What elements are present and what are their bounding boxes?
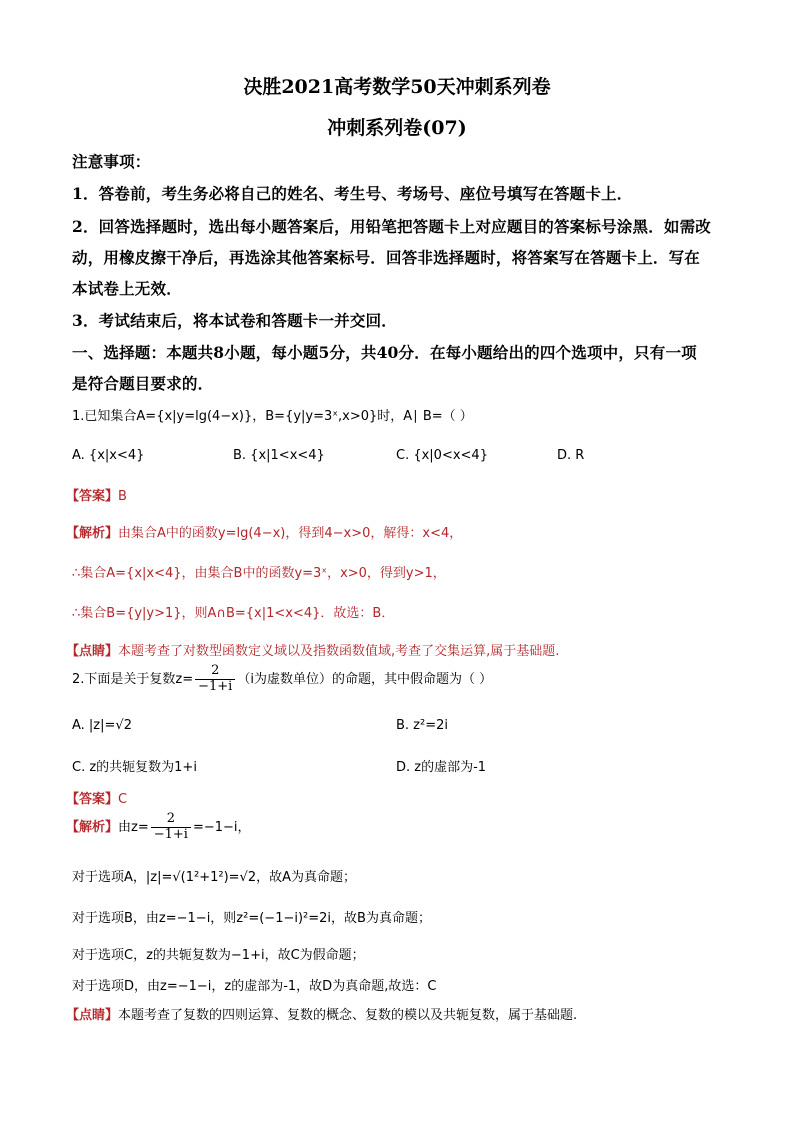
fraction-denominator: −1+i bbox=[153, 826, 188, 842]
question-1-analysis-line: ∴集合A={x|x<4}，由集合B中的函数y=3ˣ，x>0，得到y>1， bbox=[72, 566, 446, 581]
note-item: 1．答卷前，考生务必将自己的姓名、考生号、考场号、座位号填写在答题卡上． bbox=[72, 184, 633, 203]
question-2-option-b: B. z²=2i bbox=[396, 718, 448, 733]
question-1-option-c: C. {x|0<x<4} bbox=[396, 448, 488, 463]
note-item: 3．考试结束后，将本试卷和答题卡一并交回． bbox=[72, 311, 397, 330]
analysis-text: 由z= bbox=[118, 819, 149, 835]
section-heading: 一、选择题：本题共8小题，每小题5分，共40分．在每小题给出的四个选项中，只有一项 bbox=[72, 343, 697, 362]
question-2-stem bbox=[72, 664, 492, 695]
stem-fraction bbox=[195, 664, 235, 695]
question-2-option-a: A. |z|=√2 bbox=[72, 718, 132, 733]
question-1-answer bbox=[66, 485, 127, 504]
question-2-analysis-line: 对于选项A，|z|=√(1²+1²)=√2，故A为真命题； bbox=[72, 870, 356, 885]
question-2-analysis-line: 对于选项C，z的共轭复数为−1+i，故C为假命题； bbox=[72, 948, 365, 963]
question-1-stem: 1.已知集合A={x|y=lg(4−x)}，B={y|y=3ˣ,x>0}时，A∣ B=（ ） bbox=[72, 409, 473, 424]
question-2-comment bbox=[66, 1004, 577, 1023]
question-2-analysis bbox=[66, 812, 251, 843]
question-2-answer bbox=[66, 788, 127, 807]
fraction-denominator: −1+i bbox=[198, 678, 233, 694]
paper-subtitle: 冲刺系列卷(07) bbox=[327, 117, 467, 139]
notes-heading: 注意事项： bbox=[72, 152, 151, 171]
stem-text: （i为虚数单位）的命题，其中假命题为（ ） bbox=[237, 671, 493, 687]
note-item: 本试卷上无效． bbox=[72, 279, 182, 298]
analysis-tag: 【解析】 bbox=[66, 819, 119, 835]
answer-tag: 【答案】 bbox=[66, 489, 119, 504]
note-item: 动，用橡皮擦干净后，再选涂其他答案标号．回答非选择题时，将答案写在答题卡上．写在 bbox=[72, 248, 701, 267]
section-heading-cont: 是符合题目要求的． bbox=[72, 374, 214, 393]
analysis-fraction bbox=[151, 812, 191, 843]
question-2-option-d: D. z的虚部为-1 bbox=[396, 760, 487, 775]
question-1-analysis bbox=[66, 522, 462, 541]
answer-value: C bbox=[118, 792, 128, 807]
question-2-option-c: C. z的共轭复数为1+i bbox=[72, 760, 197, 775]
fraction-numerator: 2 bbox=[195, 664, 235, 680]
answer-value: B bbox=[118, 489, 127, 504]
question-1-option-a: A. {x|x<4} bbox=[72, 448, 145, 463]
question-2-analysis-line: 对于选项D，由z=−1−i，z的虚部为-1，故D为真命题,故选：C bbox=[72, 979, 437, 994]
fraction-numerator: 2 bbox=[151, 812, 191, 828]
answer-tag: 【答案】 bbox=[66, 792, 119, 807]
analysis-tag: 【解析】 bbox=[66, 526, 119, 541]
comment-text: 本题考查了对数型函数定义域以及指数函数值域,考查了交集运算,属于基础题. bbox=[118, 644, 560, 659]
question-2-analysis-line: 对于选项B，由z=−1−i，则z²=(−1−i)²=2i，故B为真命题； bbox=[72, 911, 431, 926]
stem-text: 2.下面是关于复数z= bbox=[72, 671, 194, 687]
comment-text: 本题考查了复数的四则运算、复数的概念、复数的模以及共轭复数，属于基础题. bbox=[118, 1008, 578, 1023]
analysis-line: 由集合A中的函数y=lg(4−x)，得到4−x>0，解得：x<4， bbox=[118, 526, 463, 541]
comment-tag: 【点睛】 bbox=[66, 1008, 119, 1023]
paper-title: 决胜2021高考数学50天冲刺系列卷 bbox=[243, 76, 551, 98]
question-1-option-d: D. R bbox=[557, 448, 585, 463]
question-1-analysis-line: ∴集合B={y|y>1}，则A∩B={x|1<x<4}．故选：B． bbox=[72, 606, 395, 621]
analysis-text: =−1−i， bbox=[192, 819, 251, 835]
note-item: 2．回答选择题时，选出每小题答案后，用铅笔把答题卡上对应题目的答案标号涂黑．如需改 bbox=[72, 217, 711, 236]
question-1-comment bbox=[66, 640, 559, 659]
comment-tag: 【点睛】 bbox=[66, 644, 119, 659]
question-1-option-b: B. {x|1<x<4} bbox=[233, 448, 325, 463]
